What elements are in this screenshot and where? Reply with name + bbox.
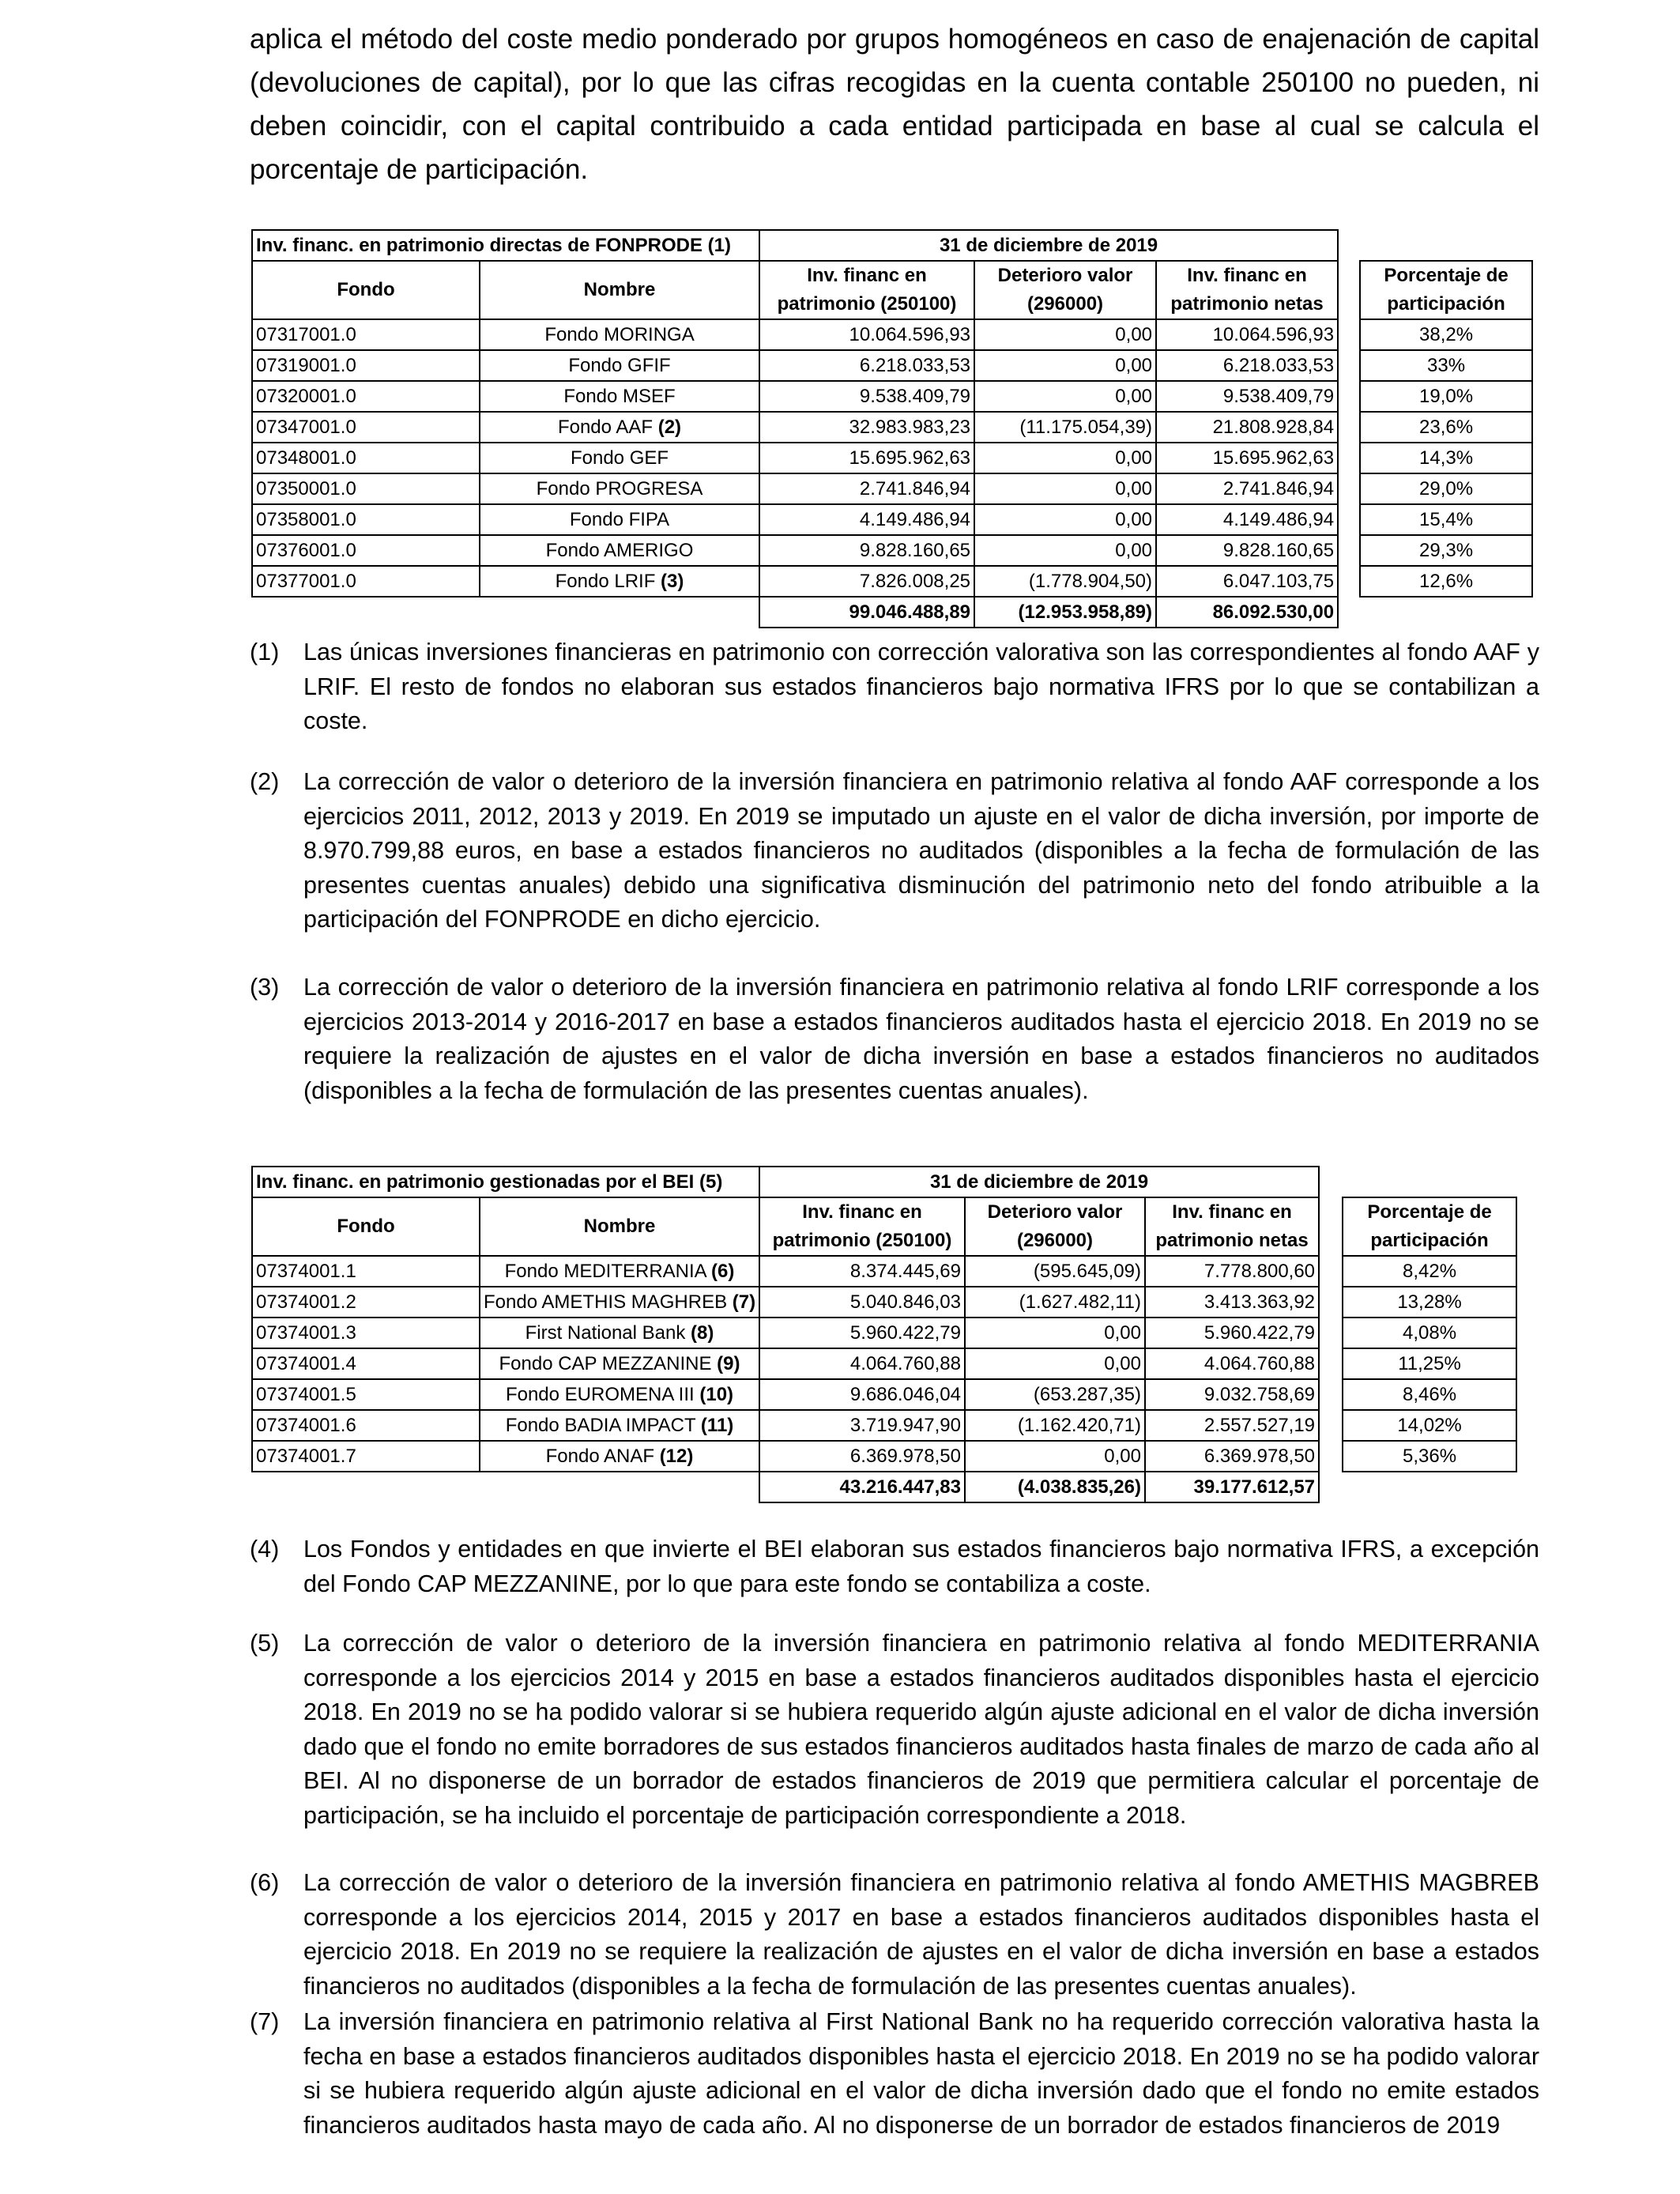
inv-value-cell: 7.826.008,25 bbox=[759, 566, 974, 597]
inv-value-cell: 6.218.033,53 bbox=[759, 350, 974, 381]
fondo-code-cell: 07374001.5 bbox=[252, 1379, 480, 1410]
inv-value-cell: 8.374.445,69 bbox=[759, 1256, 965, 1287]
table-caption: Inv. financ. en patrimonio directas de FONPRODE (1) bbox=[252, 230, 759, 261]
det-value-cell: 0,00 bbox=[974, 535, 1156, 566]
fondo-name-cell bbox=[480, 1256, 759, 1287]
net-value-cell: 10.064.596,93 bbox=[1156, 319, 1338, 350]
det-value-cell: (1.778.904,50) bbox=[974, 566, 1156, 597]
fondo-name-cell bbox=[480, 1318, 759, 1348]
footnote-number: (3) bbox=[250, 974, 280, 1001]
footnote-ref: (10) bbox=[699, 1384, 734, 1405]
fondo-name-cell bbox=[480, 1379, 759, 1410]
inv-value-cell: 9.686.046,04 bbox=[759, 1379, 965, 1410]
fondo-name-cell bbox=[480, 1348, 759, 1379]
fondo-code-cell: 07348001.0 bbox=[252, 443, 480, 473]
fondo-name: Fondo ANAF bbox=[545, 1446, 655, 1467]
fondo-name: Fondo CAP MEZZANINE bbox=[499, 1353, 712, 1374]
footnote bbox=[250, 635, 1539, 739]
net-value-cell: 9.032.758,69 bbox=[1145, 1379, 1319, 1410]
fondo-name-cell bbox=[480, 319, 759, 350]
col-header-det: Deterioro valor (296000) bbox=[974, 261, 1156, 319]
pct-value-cell: 38,2% bbox=[1360, 319, 1532, 350]
fondo-name: Fondo AMETHIS MAGHREB bbox=[484, 1291, 728, 1313]
col-header-pct: Porcentaje de participación bbox=[1343, 1197, 1516, 1256]
net-value-cell: 9.828.160,65 bbox=[1156, 535, 1338, 566]
footnote-ref: (6) bbox=[711, 1261, 735, 1282]
footnote-number: (5) bbox=[250, 1630, 280, 1657]
fondo-name: Fondo MSEF bbox=[563, 386, 676, 407]
pct-value-cell: 13,28% bbox=[1343, 1287, 1516, 1318]
table-row bbox=[252, 1410, 1516, 1441]
table-row bbox=[252, 1348, 1516, 1379]
net-value-cell: 4.149.486,94 bbox=[1156, 504, 1338, 535]
table-row bbox=[252, 412, 1532, 443]
footnote bbox=[250, 765, 1539, 937]
inv-value-cell: 5.040.846,03 bbox=[759, 1287, 965, 1318]
net-value-cell: 2.741.846,94 bbox=[1156, 473, 1338, 504]
fonprode-table bbox=[251, 229, 1533, 628]
footnote-ref: (11) bbox=[700, 1415, 734, 1436]
det-value-cell: 0,00 bbox=[965, 1441, 1145, 1472]
col-header-nombre: Nombre bbox=[480, 1197, 759, 1256]
pct-value-cell: 5,36% bbox=[1343, 1441, 1516, 1472]
table-row bbox=[252, 566, 1532, 597]
fondo-code-cell: 07374001.1 bbox=[252, 1256, 480, 1287]
fondo-name: Fondo GEF bbox=[570, 447, 669, 469]
det-value-cell: 0,00 bbox=[974, 350, 1156, 381]
fondo-name: Fondo GFIF bbox=[568, 355, 671, 376]
det-value-cell: (1.162.420,71) bbox=[965, 1410, 1145, 1441]
table-row bbox=[252, 1256, 1516, 1287]
total-net: 39.177.612,57 bbox=[1145, 1472, 1319, 1502]
pct-value-cell: 8,42% bbox=[1343, 1256, 1516, 1287]
total-det: (4.038.835,26) bbox=[965, 1472, 1145, 1502]
net-value-cell: 6.218.033,53 bbox=[1156, 350, 1338, 381]
table-row bbox=[252, 1318, 1516, 1348]
intro-paragraph: aplica el método del coste medio ponderado por grupos homogéneos en caso de enajenación de capital (devoluciones de capital), por lo que las cifras recogidas en la cuenta contable 250100 no pueden, ni deben coincidir, con el capital contribuido a cada entidad participada en base al cual se calcula el porcentaje de participación. bbox=[250, 24, 1539, 185]
fondo-code-cell: 07358001.0 bbox=[252, 504, 480, 535]
footnote-number: (4) bbox=[250, 1536, 280, 1563]
net-value-cell: 21.808.928,84 bbox=[1156, 412, 1338, 443]
fondo-name-cell bbox=[480, 381, 759, 412]
fondo-name-cell bbox=[480, 535, 759, 566]
inv-value-cell: 10.064.596,93 bbox=[759, 319, 974, 350]
pct-value-cell: 29,3% bbox=[1360, 535, 1532, 566]
pct-value-cell: 11,25% bbox=[1343, 1348, 1516, 1379]
table-row bbox=[252, 1379, 1516, 1410]
pct-value-cell: 14,3% bbox=[1360, 443, 1532, 473]
fondo-name: Fondo EUROMENA III bbox=[505, 1384, 695, 1405]
col-header-net: Inv. financ en patrimonio netas bbox=[1145, 1197, 1319, 1256]
col-header-net: Inv. financ en patrimonio netas bbox=[1156, 261, 1338, 319]
footnote bbox=[250, 1866, 1539, 2004]
table-row bbox=[252, 504, 1532, 535]
fondo-name-cell bbox=[480, 350, 759, 381]
fondo-code-cell: 07374001.6 bbox=[252, 1410, 480, 1441]
fondo-code-cell: 07374001.4 bbox=[252, 1348, 480, 1379]
det-value-cell: (1.627.482,11) bbox=[965, 1287, 1145, 1318]
inv-value-cell: 2.741.846,94 bbox=[759, 473, 974, 504]
net-value-cell: 7.778.800,60 bbox=[1145, 1256, 1319, 1287]
col-header-pct: Porcentaje de participación bbox=[1360, 261, 1532, 319]
footnote-text: Los Fondos y entidades en que invierte el BEI elaboran sus estados financieros bajo normativa IFRS, a excepción del Fondo CAP MEZZANINE, por lo que para este fondo se contabiliza a coste. bbox=[303, 1536, 1539, 1597]
det-value-cell: 0,00 bbox=[974, 504, 1156, 535]
footnote bbox=[250, 971, 1539, 1108]
fondo-code-cell: 07376001.0 bbox=[252, 535, 480, 566]
total-inv: 43.216.447,83 bbox=[759, 1472, 965, 1502]
col-header-inv: Inv. financ en patrimonio (250100) bbox=[759, 261, 974, 319]
footnote-ref: (12) bbox=[659, 1446, 694, 1467]
footnote-text: La corrección de valor o deterioro de la inversión financiera en patrimonio relativa al fondo MEDITERRANIA corresponde a los ejercicios 2014 y 2015 en base a estados financieros auditados disponibles hasta el ejercicio 2018. En 2019 no se ha podido valorar si se hubiera requerido algún ajuste adicional en el valor de dicha inversión dado que el fondo no emite borradores de sus estados financieros auditados hasta finales de marzo de cada año al BEI. Al no disponerse de un borrador de estados financieros de 2019 que permitiera calcular el porcentaje de participación, se ha incluido el porcentaje de participación correspondiente a 2018. bbox=[303, 1630, 1539, 1829]
fondo-name-cell bbox=[480, 1410, 759, 1441]
inv-value-cell: 6.369.978,50 bbox=[759, 1441, 965, 1472]
pct-value-cell: 14,02% bbox=[1343, 1410, 1516, 1441]
footnote bbox=[250, 1627, 1539, 1833]
pct-value-cell: 19,0% bbox=[1360, 381, 1532, 412]
net-value-cell: 2.557.527,19 bbox=[1145, 1410, 1319, 1441]
inv-value-cell: 5.960.422,79 bbox=[759, 1318, 965, 1348]
net-value-cell: 3.413.363,92 bbox=[1145, 1287, 1319, 1318]
fondo-code-cell: 07317001.0 bbox=[252, 319, 480, 350]
det-value-cell: 0,00 bbox=[974, 319, 1156, 350]
fondo-name-cell bbox=[480, 443, 759, 473]
footnote-ref: (9) bbox=[717, 1353, 740, 1374]
footnote-text: La corrección de valor o deterioro de la inversión financiera en patrimonio relativa al fondo AMETHIS MAGBREB corresponde a los ejercicios 2014, 2015 y 2017 en base a estados financieros auditados disponibles hasta el ejercicio 2018. En 2019 no se requiere la realización de ajustes en el valor de dicha inversión en base a estados financieros no auditados (disponibles a la fecha de formulación de las presentes cuentas anuales). bbox=[303, 1869, 1539, 2000]
footnote-number: (2) bbox=[250, 768, 280, 795]
det-value-cell: 0,00 bbox=[965, 1318, 1145, 1348]
fondo-code-cell: 07319001.0 bbox=[252, 350, 480, 381]
footnote-text: La inversión financiera en patrimonio relativa al First National Bank no ha requerido corrección valorativa hasta la fecha en base a estados financieros auditados disponibles hasta el ejercicio 2018. En 2019 no se ha podido valorar si se hubiera requerido algún ajuste adicional en el valor de dicha inversión dado que el fondo no emite estados financieros auditados hasta mayo de cada año. Al no disponerse de un borrador de estados financieros de 2019 bbox=[303, 2008, 1539, 2139]
fondo-code-cell: 07374001.3 bbox=[252, 1318, 480, 1348]
fondo-name: Fondo FIPA bbox=[569, 509, 670, 530]
fondo-code-cell: 07374001.7 bbox=[252, 1441, 480, 1472]
footnote-ref: (3) bbox=[661, 571, 684, 592]
fondo-name: Fondo LRIF bbox=[555, 571, 656, 592]
inv-value-cell: 9.828.160,65 bbox=[759, 535, 974, 566]
det-value-cell: 0,00 bbox=[974, 381, 1156, 412]
footnote-ref: (8) bbox=[691, 1322, 714, 1344]
pct-value-cell: 29,0% bbox=[1360, 473, 1532, 504]
footnote-number: (6) bbox=[250, 1869, 280, 1896]
pct-value-cell: 33% bbox=[1360, 350, 1532, 381]
col-header-inv: Inv. financ en patrimonio (250100) bbox=[759, 1197, 965, 1256]
footnote bbox=[250, 1532, 1539, 1601]
fondo-code-cell: 07320001.0 bbox=[252, 381, 480, 412]
footnote-ref: (2) bbox=[657, 417, 682, 438]
pct-value-cell: 8,46% bbox=[1343, 1379, 1516, 1410]
table-row bbox=[252, 1441, 1516, 1472]
col-header-nombre: Nombre bbox=[480, 261, 759, 319]
pct-value-cell: 15,4% bbox=[1360, 504, 1532, 535]
total-det: (12.953.958,89) bbox=[974, 597, 1156, 628]
total-inv: 99.046.488,89 bbox=[759, 597, 974, 628]
date-header: 31 de diciembre de 2019 bbox=[759, 230, 1338, 261]
inv-value-cell: 15.695.962,63 bbox=[759, 443, 974, 473]
net-value-cell: 5.960.422,79 bbox=[1145, 1318, 1319, 1348]
fondo-name: Fondo AAF bbox=[557, 417, 654, 438]
det-value-cell: (11.175.054,39) bbox=[974, 412, 1156, 443]
fondo-name-cell bbox=[480, 1441, 759, 1472]
table-row bbox=[252, 535, 1532, 566]
fondo-name: Fondo MEDITERRANIA bbox=[504, 1261, 706, 1282]
table-row bbox=[252, 319, 1532, 350]
col-header-det: Deterioro valor (296000) bbox=[965, 1197, 1145, 1256]
fondo-code-cell: 07377001.0 bbox=[252, 566, 480, 597]
net-value-cell: 15.695.962,63 bbox=[1156, 443, 1338, 473]
fondo-name-cell bbox=[480, 504, 759, 535]
footnote-text: La corrección de valor o deterioro de la inversión financiera en patrimonio relativa al fondo AAF corresponde a los ejercicios 2011, 2012, 2013 y 2019. En 2019 se imputado un ajuste en el valor de dicha inversión, por importe de 8.970.799,88 euros, en base a estados financieros no auditados (disponibles a la fecha de formulación de las presentes cuentas anuales) debido una significativa disminución del patrimonio neto del fondo atribuible a la participación del FONPRODE en dicho ejercicio. bbox=[303, 768, 1539, 933]
inv-value-cell: 4.064.760,88 bbox=[759, 1348, 965, 1379]
footnote-ref: (7) bbox=[732, 1291, 756, 1313]
net-value-cell: 4.064.760,88 bbox=[1145, 1348, 1319, 1379]
fondo-code-cell: 07347001.0 bbox=[252, 412, 480, 443]
total-net: 86.092.530,00 bbox=[1156, 597, 1338, 628]
table-caption: Inv. financ. en patrimonio gestionadas por el BEI (5) bbox=[252, 1167, 759, 1197]
footnote-text: Las únicas inversiones financieras en patrimonio con corrección valorativa son las correspondientes al fondo AAF y LRIF. El resto de fondos no elaboran sus estados financieros bajo normativa IFRS por lo que se contabilizan a coste. bbox=[303, 639, 1539, 734]
inv-value-cell: 3.719.947,90 bbox=[759, 1410, 965, 1441]
det-value-cell: (595.645,09) bbox=[965, 1256, 1145, 1287]
inv-value-cell: 32.983.983,23 bbox=[759, 412, 974, 443]
net-value-cell: 6.369.978,50 bbox=[1145, 1441, 1319, 1472]
net-value-cell: 6.047.103,75 bbox=[1156, 566, 1338, 597]
fondo-name-cell bbox=[480, 412, 759, 443]
det-value-cell: 0,00 bbox=[965, 1348, 1145, 1379]
det-value-cell: 0,00 bbox=[974, 473, 1156, 504]
fondo-name: Fondo MORINGA bbox=[544, 324, 695, 345]
fondo-code-cell: 07350001.0 bbox=[252, 473, 480, 504]
fondo-name: Fondo BADIA IMPACT bbox=[505, 1415, 696, 1436]
table-row bbox=[252, 350, 1532, 381]
bei-table bbox=[251, 1166, 1517, 1503]
pct-value-cell: 4,08% bbox=[1343, 1318, 1516, 1348]
footnote bbox=[250, 2005, 1539, 2143]
footnote-number: (7) bbox=[250, 2008, 280, 2035]
col-header-fondo: Fondo bbox=[252, 261, 480, 319]
det-value-cell: 0,00 bbox=[974, 443, 1156, 473]
inv-value-cell: 4.149.486,94 bbox=[759, 504, 974, 535]
fondo-name: Fondo AMERIGO bbox=[545, 540, 694, 561]
table-row bbox=[252, 381, 1532, 412]
pct-value-cell: 23,6% bbox=[1360, 412, 1532, 443]
footnote-text: La corrección de valor o deterioro de la inversión financiera en patrimonio relativa al fondo LRIF corresponde a los ejercicios 2013-2014 y 2016-2017 en base a estados financieros auditados hasta el ejercicio 2018. En 2019 no se requiere la realización de ajustes en el valor de dicha inversión en base a estados financieros no auditados (disponibles a la fecha de formulación de las presentes cuentas anuales). bbox=[303, 974, 1539, 1104]
pct-value-cell: 12,6% bbox=[1360, 566, 1532, 597]
net-value-cell: 9.538.409,79 bbox=[1156, 381, 1338, 412]
fondo-name-cell bbox=[480, 566, 759, 597]
table-row bbox=[252, 473, 1532, 504]
inv-value-cell: 9.538.409,79 bbox=[759, 381, 974, 412]
fondo-code-cell: 07374001.2 bbox=[252, 1287, 480, 1318]
fondo-name-cell bbox=[480, 1287, 759, 1318]
table-row bbox=[252, 1287, 1516, 1318]
det-value-cell: (653.287,35) bbox=[965, 1379, 1145, 1410]
fondo-name-cell bbox=[480, 473, 759, 504]
fondo-name: First National Bank bbox=[525, 1322, 686, 1344]
fondo-name: Fondo PROGRESA bbox=[536, 478, 703, 499]
col-header-fondo: Fondo bbox=[252, 1197, 480, 1256]
footnote-number: (1) bbox=[250, 639, 280, 665]
table-row bbox=[252, 443, 1532, 473]
date-header: 31 de diciembre de 2019 bbox=[759, 1167, 1319, 1197]
